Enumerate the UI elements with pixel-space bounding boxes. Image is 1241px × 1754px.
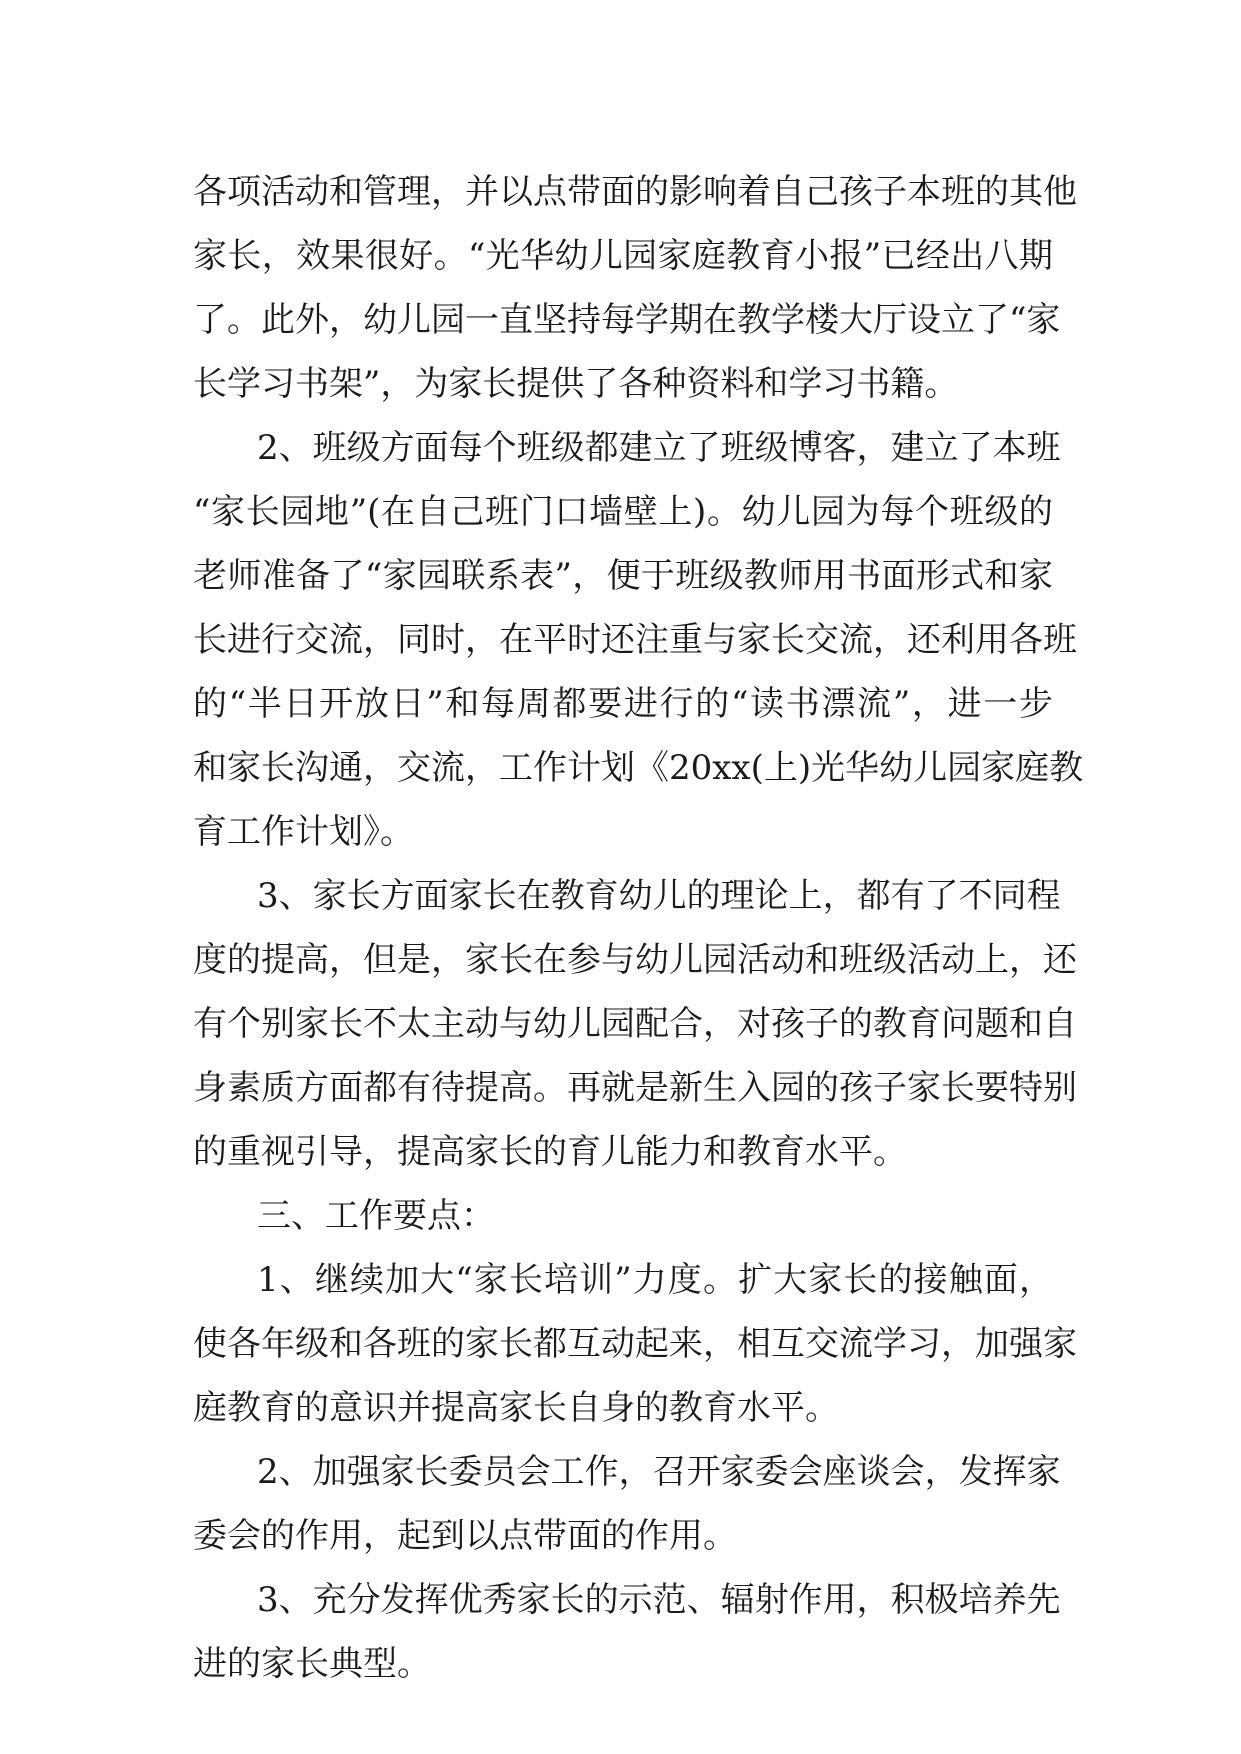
text-line: 度的提高，但是，家长在参与幼儿园活动和班级活动上，还: [193, 940, 1077, 980]
paragraph-start-line: 2、班级方面每个班级都建立了班级博客，建立了本班: [257, 428, 1061, 468]
text-line: 育工作计划》。: [193, 812, 414, 852]
section-heading: 三、工作要点：: [257, 1196, 495, 1236]
text-line: 长学习书架”，为家长提供了各种资料和学习书籍。: [193, 364, 959, 404]
text-line: 了。此外，幼儿园一直坚持每学期在教学楼大厅设立了“家: [193, 300, 1061, 340]
paragraph-start-line: 2、加强家长委员会工作，召开家委会座谈会，发挥家: [257, 1452, 1061, 1492]
text-line: 和家长沟通，交流，工作计划《20xx(上)光华幼儿园家庭教: [193, 748, 1084, 788]
paragraph-start-line: 1、继续加大“家长培训”力度。扩大家长的接触面，: [257, 1260, 1053, 1300]
paragraph-start-line: 3、充分发挥优秀家长的示范、辐射作用，积极培养先: [257, 1580, 1061, 1620]
text-line: 的“半日开放日”和每周都要进行的“读书漂流”，进一步: [193, 684, 1053, 724]
text-line: 进的家长典型。: [193, 1644, 431, 1684]
text-line: 老师准备了“家园联系表”，便于班级教师用书面形式和家: [193, 556, 1053, 596]
text-line: 的重视引导，提高家长的育儿能力和教育水平。: [193, 1132, 907, 1172]
text-line: 委会的作用，起到以点带面的作用。: [193, 1516, 737, 1556]
text-line: 各项活动和管理，并以点带面的影响着自己孩子本班的其他: [193, 172, 1077, 212]
paragraph-start-line: 3、家长方面家长在教育幼儿的理论上，都有了不同程: [257, 876, 1061, 916]
text-line: 长进行交流，同时，在平时还注重与家长交流，还利用各班: [193, 620, 1077, 660]
text-line: 身素质方面都有待提高。再就是新生入园的孩子家长要特别: [193, 1068, 1077, 1108]
text-line: “家长园地”(在自己班门口墙壁上)。幼儿园为每个班级的: [193, 492, 1053, 532]
document-body: [193, 160, 1084, 1696]
text-line: 有个别家长不太主动与幼儿园配合，对孩子的教育问题和自: [193, 1004, 1077, 1044]
text-line: 家长，效果很好。“光华幼儿园家庭教育小报”已经出八期: [193, 236, 1053, 276]
text-line: 使各年级和各班的家长都互动起来，相互交流学习，加强家: [193, 1324, 1077, 1364]
text-line: 庭教育的意识并提高家长自身的教育水平。: [193, 1388, 839, 1428]
